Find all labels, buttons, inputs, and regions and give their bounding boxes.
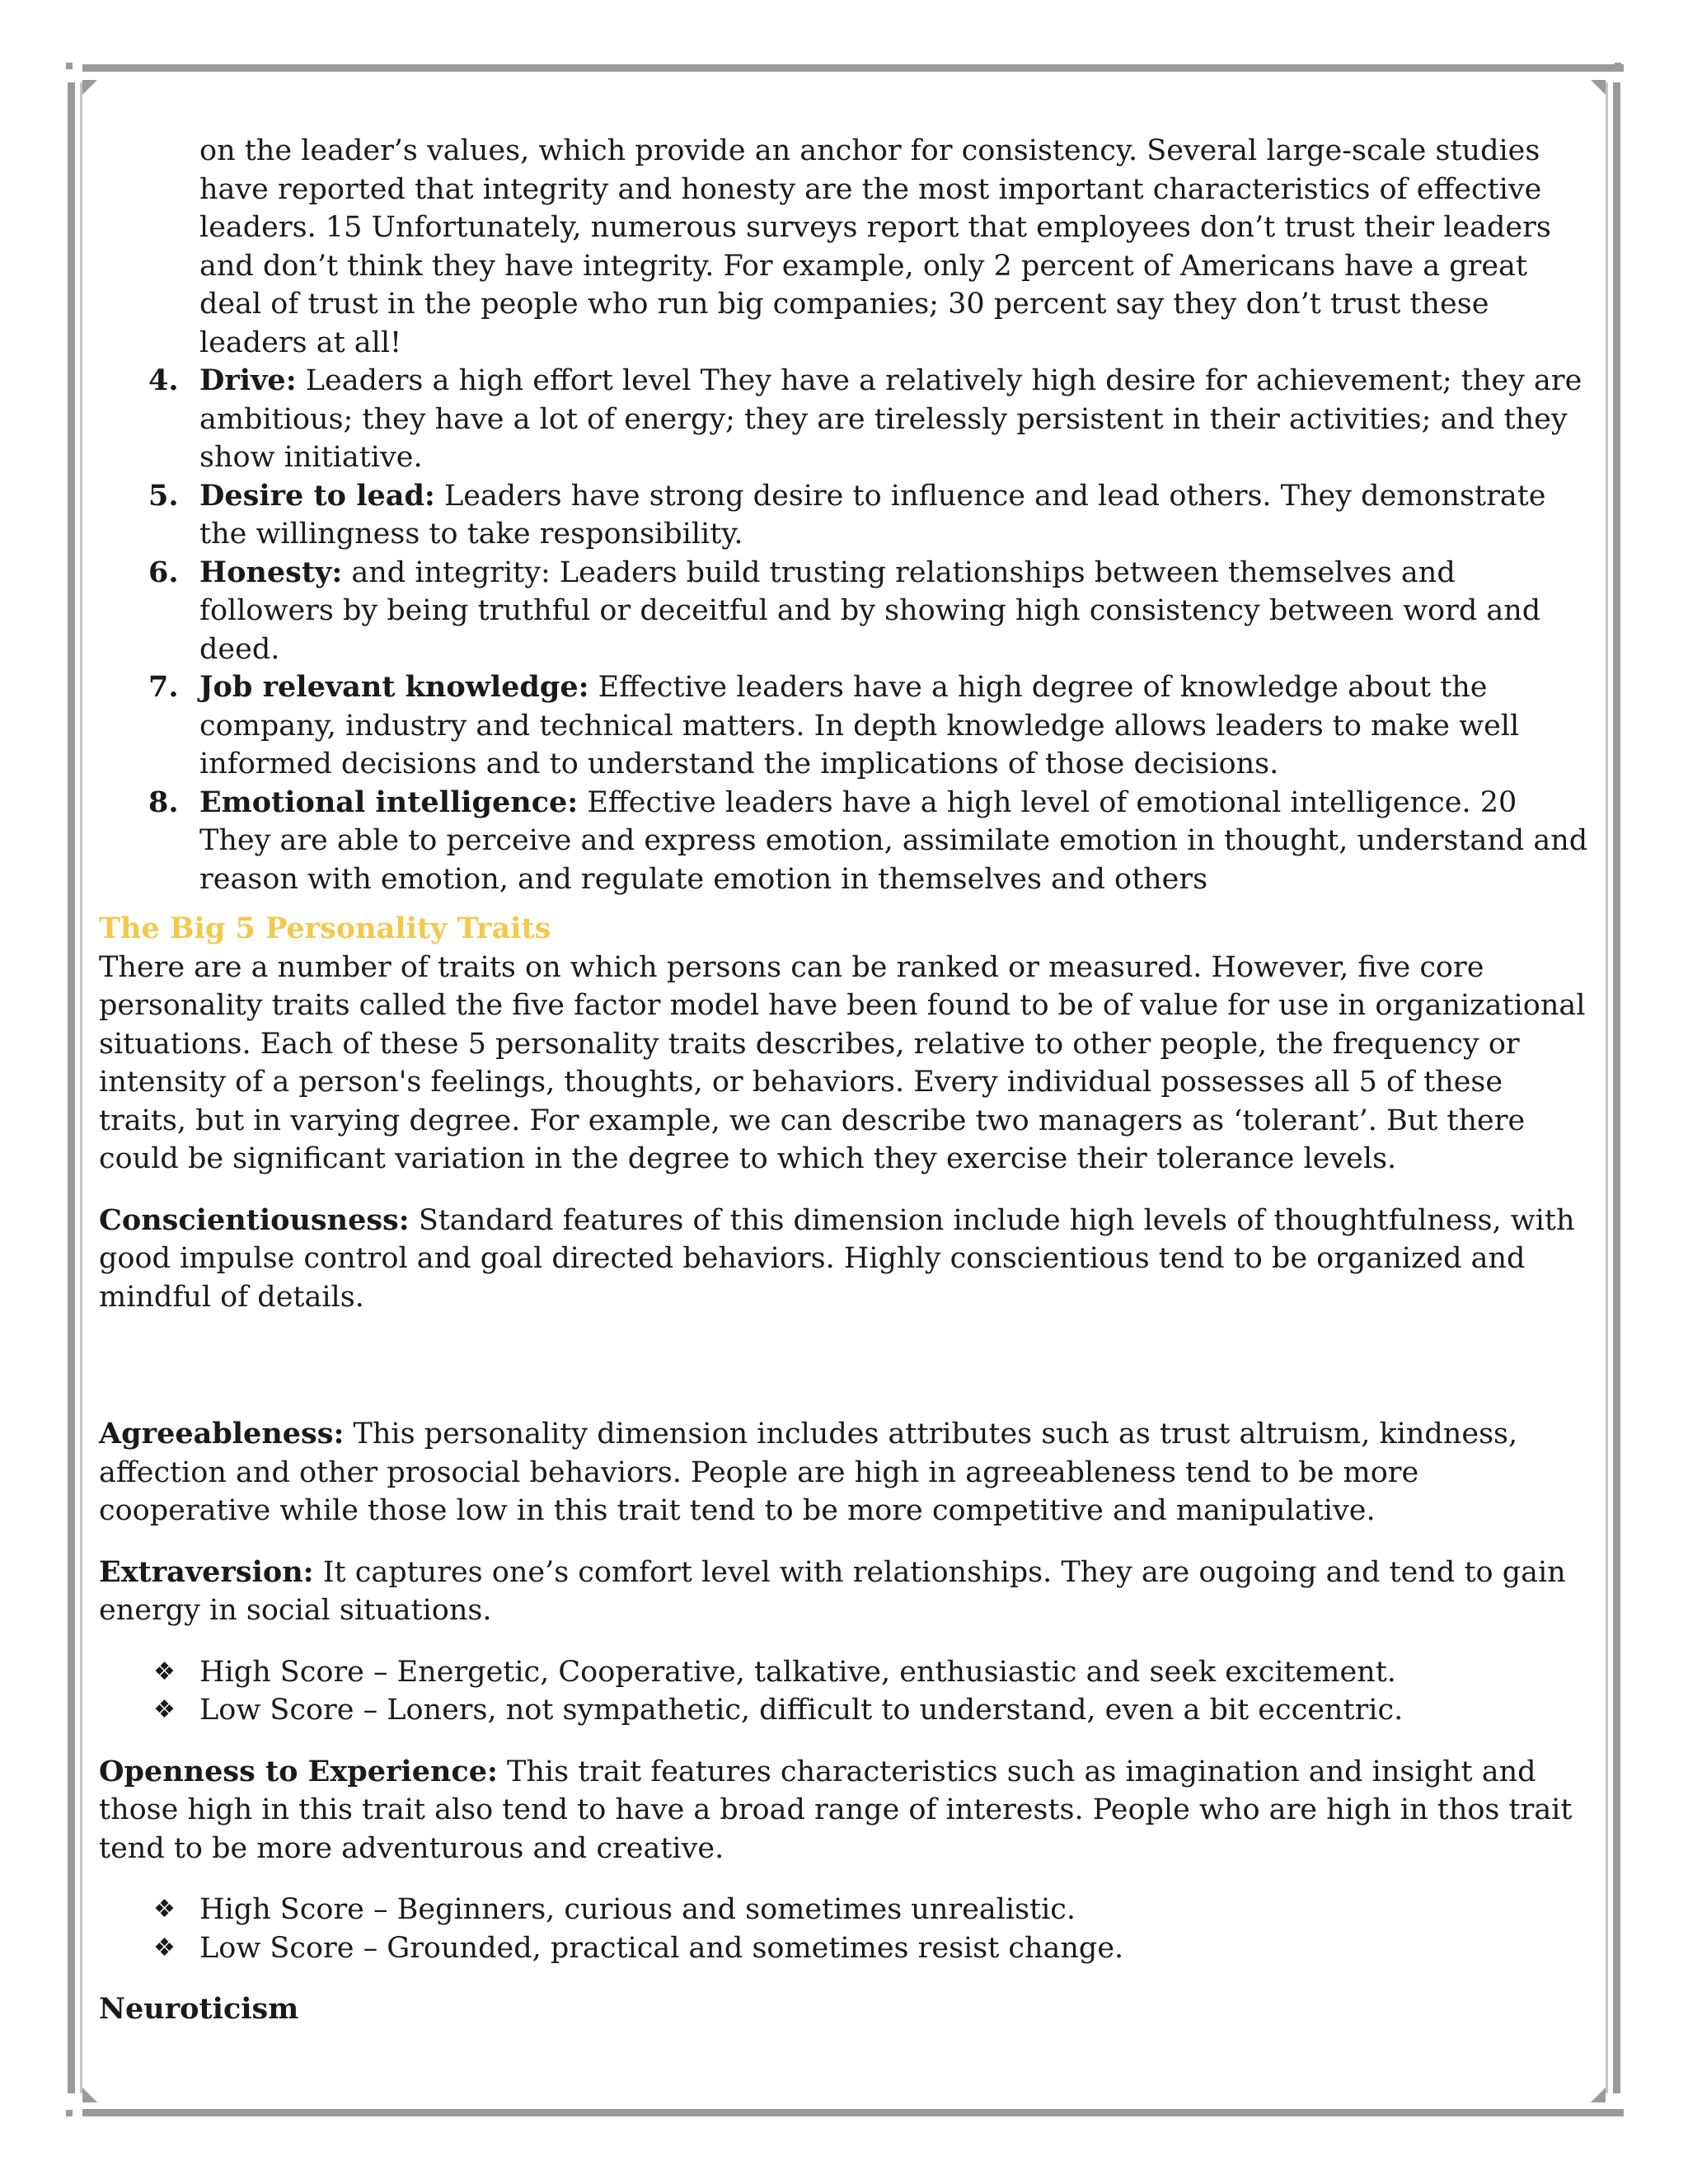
trait-text: and integrity: Leaders build trusting relationships between themselves and followers by being truthful or deceitful and by showing high consistency between word and deed. (199, 555, 1541, 666)
page-border-right (1613, 82, 1620, 2093)
trait-text: Leaders have strong desire to influence and lead others. They demonstrate the willingness to take responsibility. (199, 479, 1546, 551)
agreeableness-paragraph (99, 1415, 1591, 1530)
page-border-right-inner (1606, 82, 1608, 2093)
trait-term: Desire to lead: (199, 478, 435, 513)
page-border-left-inner (80, 82, 82, 2093)
list-number: 5. (148, 478, 179, 513)
trait-term: Honesty: (199, 555, 343, 589)
bullet-text: High Score – Beginners, curious and sometimes unrealistic. (199, 1893, 1076, 1926)
trait-text: Standard features of this dimension include high levels of thoughtfulness, with good impulse control and goal directed behaviors. Highly conscientious tend to be organized and mindful of details. (99, 1203, 1575, 1314)
border-corner-dot (1615, 2110, 1621, 2116)
border-corner-ornament (1591, 2088, 1606, 2102)
section-heading-big5: The Big 5 Personality Traits (99, 912, 551, 945)
list-item (99, 362, 1591, 477)
trait-text: This personality dimension includes attributes such as trust altruism, kindness, affection and other prosocial behaviors. People are high in agreeableness tend to be more cooperative while those low in this trait tend to be more competitive and manipulative. (99, 1418, 1518, 1527)
conscientiousness-paragraph (99, 1202, 1591, 1317)
trait-text: It captures one’s comfort level with relationships. They are ougoing and tend to gain energy in social situations. (99, 1555, 1566, 1627)
list-number: 4. (148, 363, 179, 397)
list-item (99, 554, 1591, 669)
bullet-text: Low Score – Loners, not sympathetic, difficult to understand, even a bit eccentric. (199, 1694, 1404, 1727)
border-corner-ornament (82, 2088, 97, 2102)
big5-intro-paragraph: There are a number of traits on which persons can be ranked or measured. However, five core personality traits called the five factor model have been found to be of value for use in organizational situations. Each of these 5 personality traits describes, relative to other people, the frequency or intensity of a person's feelings, thoughts, or behaviors. Every individual possesses all 5 of these traits, but in varying degree. For example, we can describe two managers as ‘tolerant’. But there could be significant variation in the degree to which they exercise their tolerance levels. (99, 950, 1586, 1175)
leadership-traits-list (99, 362, 1591, 898)
list-number: 7. (148, 670, 179, 704)
list-item (99, 668, 1591, 784)
extraversion-score-list (99, 1653, 1591, 1730)
border-corner-ornament (1591, 80, 1606, 95)
border-corner-dot (1615, 63, 1621, 69)
trait-text: Leaders a high effort level They have a relatively high desire for achievement; they are ambitious; they have a lot of energy; they are tirelessly persistent in their activities; and they show initiative. (199, 364, 1582, 474)
trait-term: Drive: (199, 363, 297, 397)
bullet-text: Low Score – Grounded, practical and sometimes resist change. (199, 1931, 1124, 1965)
list-item (99, 1929, 1591, 1968)
trait-term: Extraversion: (99, 1554, 314, 1589)
trait-term: Emotional intelligence: (199, 785, 579, 819)
trait-term: Openness to Experience: (99, 1754, 498, 1788)
border-corner-dot (66, 2110, 73, 2116)
list-item (99, 784, 1591, 899)
list-number: 8. (148, 785, 179, 819)
trait-term: Job relevant knowledge: (199, 670, 589, 704)
page-border-left (68, 82, 75, 2093)
diamond-bullet-icon: ❖ (153, 1895, 176, 1924)
page-border-top (82, 64, 1624, 72)
border-corner-ornament (82, 80, 97, 95)
trait-text: Effective leaders have a high degree of knowledge about the company, industry and technical matters. In depth knowledge allows leaders to make well informed decisions and to understand the implications of those decisions. (199, 671, 1520, 780)
bullet-text: High Score – Energetic, Cooperative, talkative, enthusiastic and seek excitement. (199, 1655, 1396, 1689)
diamond-bullet-icon: ❖ (153, 1657, 176, 1686)
list-item (99, 1653, 1591, 1692)
trait-text: This trait features characteristics such as imagination and insight and those high in this trait also tend to have a broad range of interests. People who are high in thos trait tend to be more adventurous and creative. (99, 1755, 1573, 1865)
trait-text: Effective leaders have a high level of emotional intelligence. 20 They are able to perceive and express emotion, assimilate emotion in thought, understand and reason with emotion, and regulate emotion in themselves and others (199, 785, 1588, 896)
list-item (99, 1691, 1591, 1730)
list-number: 6. (148, 555, 179, 589)
trait-term: Agreeableness: (99, 1417, 345, 1451)
trait-term: Conscientiousness: (99, 1202, 410, 1237)
list-item (99, 477, 1591, 554)
border-corner-dot (66, 63, 73, 69)
openness-paragraph (99, 1753, 1591, 1868)
continuation-paragraph: on the leader’s values, which provide an anchor for consistency. Several large-scale studies have reported that integrity and honesty are the most important characteristics of effective leaders. 15 Unfortunately, numerous surveys report that employees don’t trust their leaders and don’t think they have integrity. For example, only 2 percent of Americans have a great deal of trust in the people who run big companies; 30 percent say they don’t trust these leaders at all! (199, 134, 1551, 359)
neuroticism-heading: Neuroticism (99, 1992, 299, 2026)
page-border-bottom (82, 2109, 1624, 2116)
diamond-bullet-icon: ❖ (153, 1933, 176, 1962)
document-body (99, 132, 1591, 2029)
openness-score-list (99, 1891, 1591, 1967)
list-item (99, 1891, 1591, 1929)
extraversion-paragraph (99, 1554, 1591, 1630)
diamond-bullet-icon: ❖ (153, 1695, 176, 1724)
